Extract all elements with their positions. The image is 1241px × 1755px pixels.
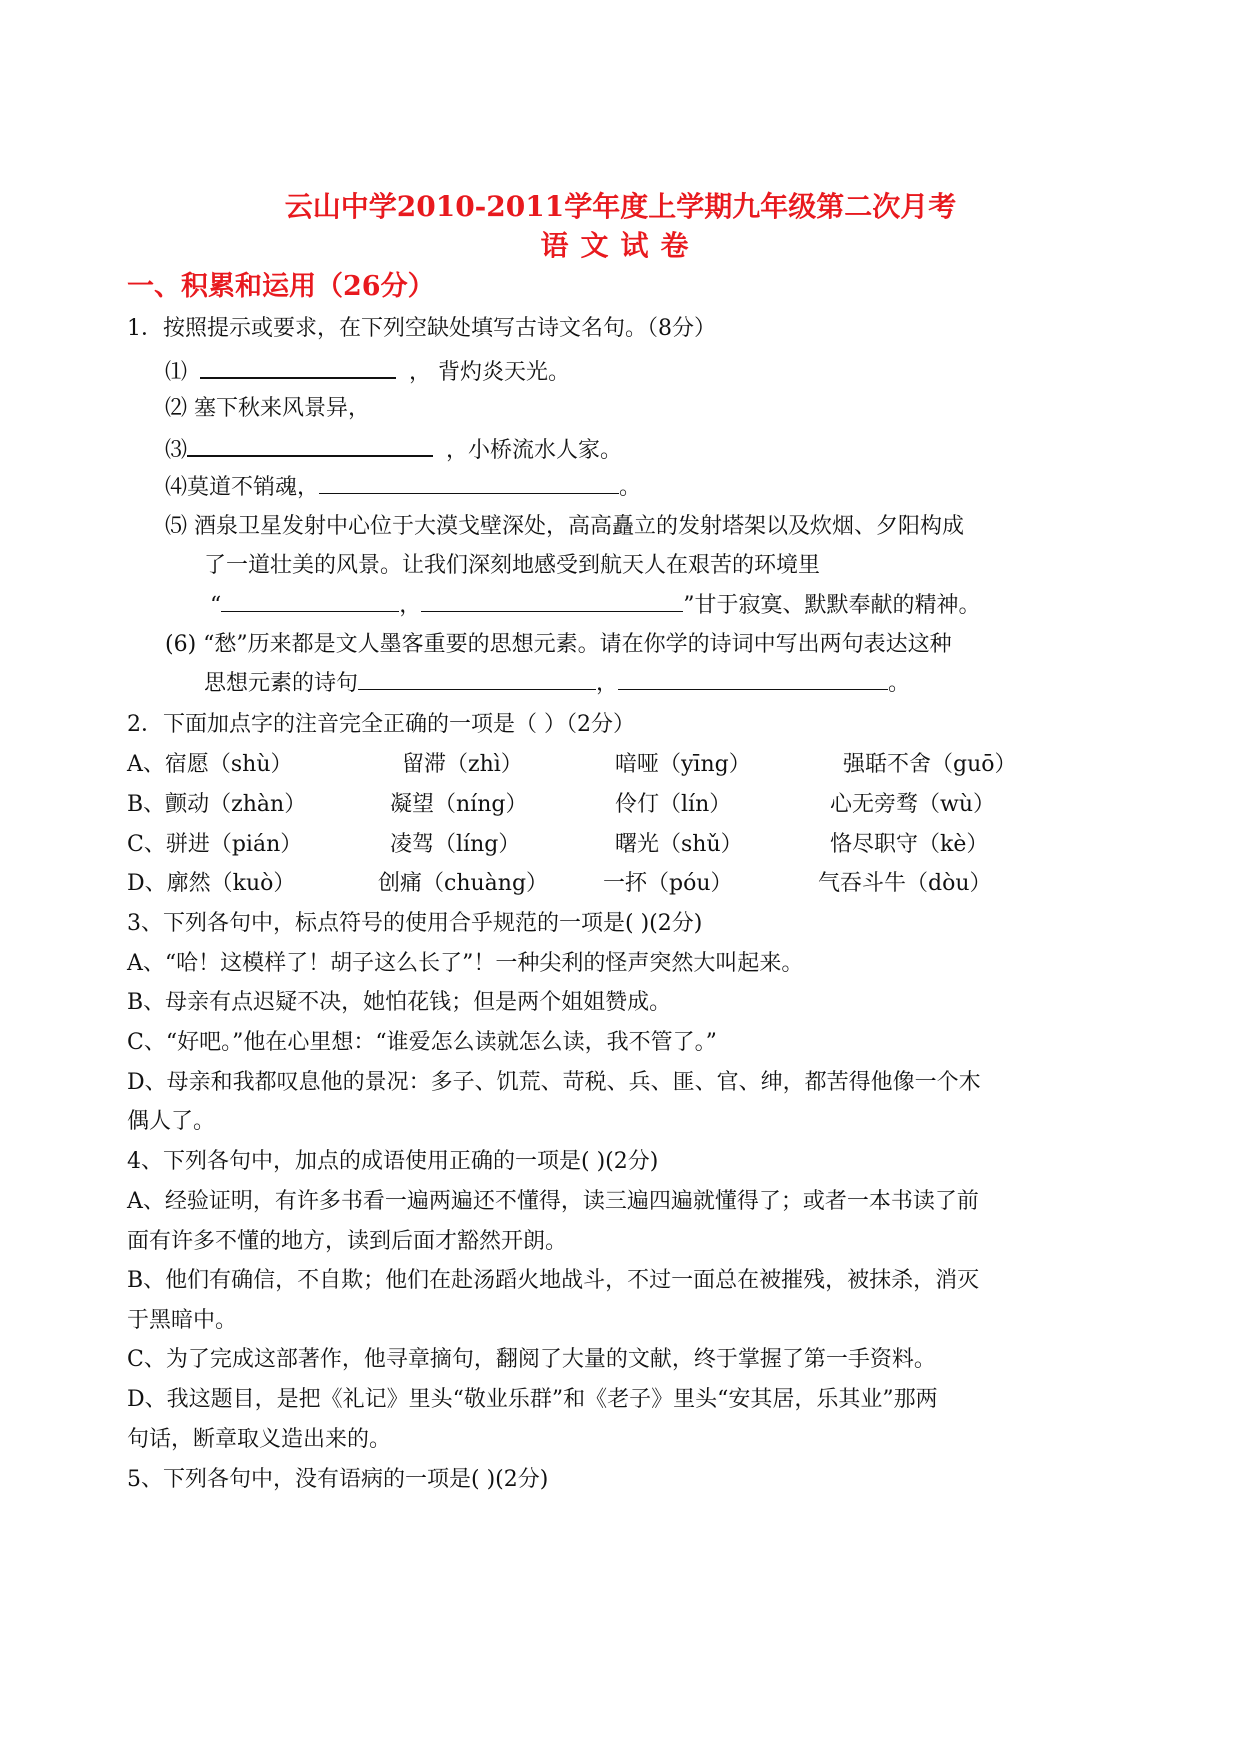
- q2-option-c-word-1: C、骈进（pián）: [127, 832, 303, 857]
- q4-option-b-line-2: 于黑暗中。: [127, 1308, 238, 1333]
- q3-stem: 3、下列各句中，标点符号的使用合乎规范的一项是( )(2分): [127, 911, 703, 936]
- q4-option-b-line-1: B、他们有确信，不自欺；他们在赴汤蹈火地战斗，不过一面总在被摧残，被抹杀，消灭: [127, 1268, 980, 1293]
- open-quote: “: [210, 593, 222, 618]
- q1-item-4-text: ⑷莫道不销魂，: [165, 475, 320, 500]
- comma: ，: [596, 671, 619, 696]
- q1-item-6-line-1: (6) “愁”历来都是文人墨客重要的思想元素。请在你学的诗词中写出两句表达这种: [165, 632, 952, 657]
- q2-option-a-word-4: 强聒不舍（guō）: [843, 752, 1017, 777]
- q1-item-5-tail: ”甘于寂寞、默默奉献的精神。: [683, 593, 981, 618]
- q2-option-c-word-3: 曙光（shǔ）: [615, 832, 743, 857]
- q2-option-b-word-2: 凝望（níng）: [390, 792, 528, 817]
- q2-stem: 2．下面加点字的注音完全正确的一项是（ ）（2分）: [127, 712, 635, 737]
- q3-option-a: A、“哈！这模样了！胡子这么长了”！一种尖利的怪声突然大叫起来。: [127, 951, 804, 976]
- comma: ，: [399, 593, 422, 618]
- q4-option-a-line-2: 面有许多不懂的地方，读到后面才豁然开朗。: [127, 1229, 568, 1254]
- q2-option-d-word-3: 一抔（póu）: [603, 871, 733, 896]
- section-heading: 一、积累和运用（26分）: [127, 271, 435, 302]
- q2-option-b-word-1: B、颤动（zhàn）: [127, 792, 307, 817]
- answer-blank[interactable]: [421, 591, 683, 612]
- answer-blank[interactable]: [200, 355, 396, 379]
- q4-option-d-line-2: 句话，断章取义造出来的。: [127, 1427, 392, 1452]
- q1-item-1: [165, 355, 570, 388]
- exam-title: 云山中学2010-2011学年度上学期九年级第二次月考: [284, 190, 957, 223]
- q1-item-1-text: ， 背灼炎天光。: [409, 360, 571, 385]
- q2-option-d-word-1: D、廓然（kuò）: [127, 871, 296, 896]
- answer-blank[interactable]: [221, 591, 399, 612]
- answer-blank[interactable]: [358, 669, 596, 690]
- answer-blank[interactable]: [319, 473, 619, 494]
- period: 。: [888, 671, 911, 696]
- q3-option-d-line-1: D、母亲和我都叹息他的景况：多子、饥荒、苛税、兵、匪、官、绅，都苦得他像一个木: [127, 1070, 981, 1095]
- q1-stem: 1．按照提示或要求，在下列空缺处填写古诗文名句。（8分）: [127, 316, 716, 341]
- q2-option-a-word-2: 留滞（zhì）: [402, 752, 523, 777]
- q1-item-1-number: ⑴: [165, 360, 188, 385]
- q4-option-d-line-1: D、我这题目，是把《礼记》里头“敬业乐群”和《老子》里头“安其居，乐其业”那两: [127, 1387, 938, 1412]
- q2-option-d-word-2: 创痛（chuàng）: [378, 871, 549, 896]
- q5-stem: 5、下列各句中，没有语病的一项是( )(2分): [127, 1467, 549, 1492]
- q1-item-5-line-2: 了一道壮美的风景。让我们深刻地感受到航天人在艰苦的环境里: [204, 553, 821, 578]
- q1-item-6-line-2: [204, 669, 910, 699]
- q1-item-3: [165, 433, 622, 466]
- q1-item-5-line-1: ⑸ 酒泉卫星发射中心位于大漠戈壁深处，高高矗立的发射塔架以及炊烟、夕阳构成: [165, 514, 964, 539]
- q3-option-b: B、母亲有点迟疑不决，她怕花钱；但是两个姐姐赞成。: [127, 990, 672, 1015]
- q2-option-c-word-4: 恪尽职守（kè）: [830, 832, 989, 857]
- q4-option-c: C、为了完成这部著作，他寻章摘句，翻阅了大量的文献，终于掌握了第一手资料。: [127, 1347, 936, 1372]
- q1-item-6-text: 思想元素的诗句: [204, 671, 359, 696]
- q1-item-4-end: 。: [619, 475, 642, 500]
- q2-option-b-word-4: 心无旁骛（wù）: [830, 792, 996, 817]
- answer-blank[interactable]: [187, 433, 433, 457]
- q2-option-d-word-4: 气吞斗牛（dòu）: [818, 871, 992, 896]
- q1-item-3-text: ，小桥流水人家。: [446, 438, 623, 463]
- q3-option-c: C、“好吧。”他在心里想：“谁爱怎么读就怎么读，我不管了。”: [127, 1030, 717, 1055]
- answer-blank[interactable]: [618, 669, 888, 690]
- q2-option-c-word-2: 凌驾（líng）: [390, 832, 521, 857]
- q2-option-a-word-1: A、宿愿（shù）: [127, 752, 293, 777]
- q1-item-5-line-3: [210, 591, 981, 621]
- q2-option-b-word-3: 伶仃（lín）: [615, 792, 732, 817]
- q2-option-a-word-3: 喑哑（yīng）: [615, 752, 751, 777]
- q1-item-4: [165, 473, 641, 503]
- q1-item-2: ⑵ 塞下秋来风景异，: [165, 396, 370, 421]
- q4-stem: 4、下列各句中，加点的成语使用正确的一项是( )(2分): [127, 1149, 659, 1174]
- q1-item-3-number: ⑶: [165, 438, 188, 463]
- q3-option-d-line-2: 偶人了。: [127, 1109, 216, 1134]
- q4-option-a-line-1: A、经验证明，有许多书看一遍两遍还不懂得，读三遍四遍就懂得了；或者一本书读了前: [127, 1189, 979, 1214]
- exam-subtitle: 语文试卷: [540, 229, 701, 262]
